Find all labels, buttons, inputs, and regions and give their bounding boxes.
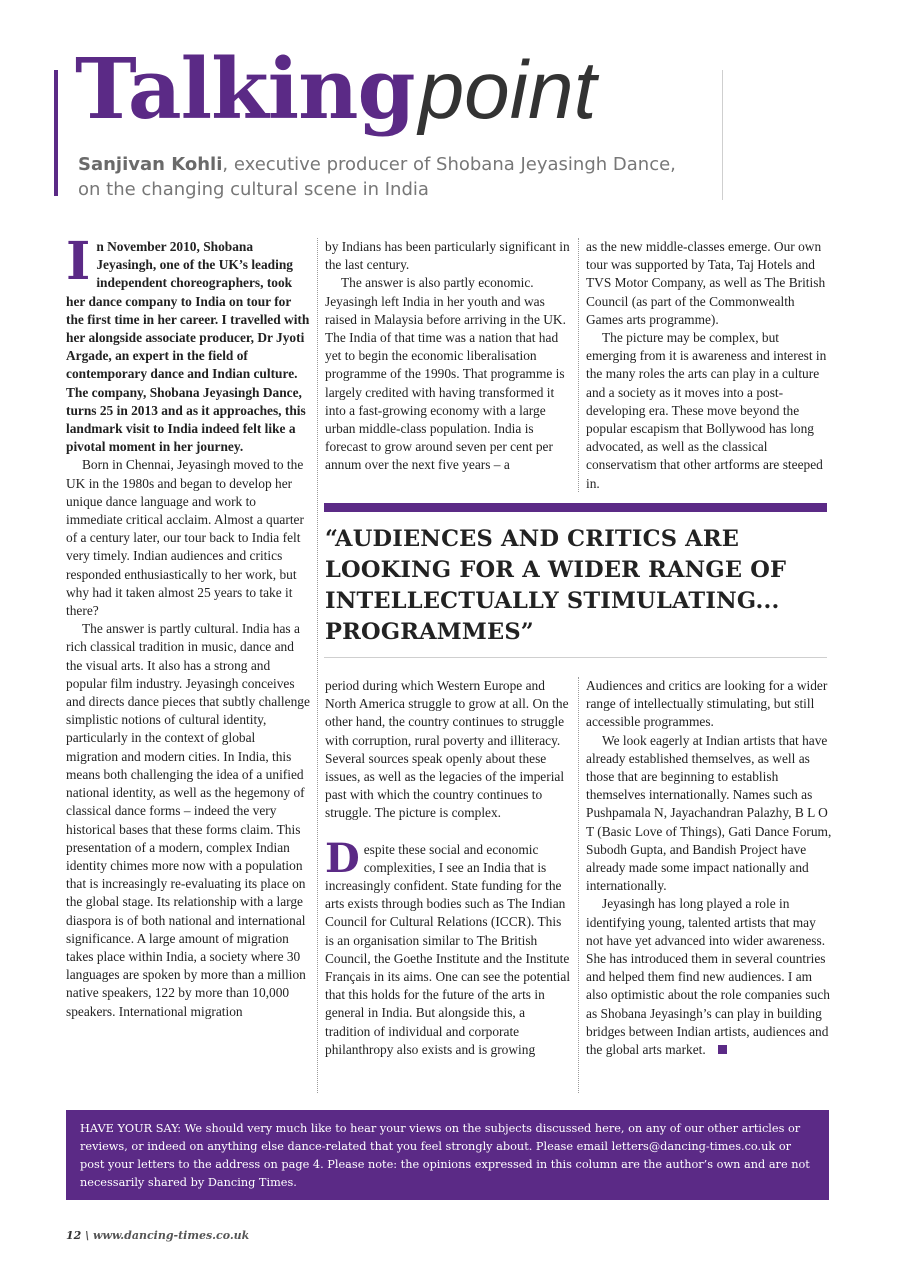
column-divider [578, 677, 579, 1093]
pull-quote-rule [324, 657, 827, 658]
article-column-3-top [586, 238, 832, 493]
article-column-2-top [325, 238, 572, 475]
lead-text: n November 2010, Shobana Jeyasingh, one of the UK’s leading independent choreographers, took her dance company to India on tour for the first time in her career. I travelled with her alongside associate producer, Dr Jyoti Argade, an expert in the field of contemporary dance and Indian culture. The company, Shobana Jeyasingh Dance, turns 25 in 2013 and as it approaches, this landmark visit to India indeed felt like a pivotal moment in her journey. [66, 239, 310, 455]
lead-paragraph [66, 231, 310, 456]
drop-cap: D [325, 834, 360, 882]
article-column-1 [66, 231, 310, 1021]
drop-cap: I [66, 231, 91, 292]
article-paragraph: period during which Western Europe and North America struggle to grow at all. On the other hand, the country continues to struggle with corruption, rural poverty and illiteracy. Several sources speak openly about these issues, as well as the legacies of the imperial past with which the country continues to struggle. The picture is complex. [325, 678, 569, 821]
article-paragraph: The answer is also partly economic. Jeyasingh left India in her youth and was raised in Malaysia before arriving in the UK. The India of that time was a nation that had yet to begin the economic liberalisation programme of the 1990s. That programme is largely credited with having transformed it into a fast-growing economy with a large urban middle-class population. India is forecast to grow around seven per cent per annum over the next five years – a [325, 275, 566, 473]
column-divider [317, 238, 318, 1093]
header-divider [722, 70, 723, 200]
byline-name: Sanjivan Kohli [78, 154, 223, 175]
article-column-2-bottom [325, 677, 572, 1059]
article-paragraph: The answer is partly cultural. India has a rich classical tradition in music, dance and the visual arts. It also has a strong and popular film industry. Jeyasingh conceives and directs dance pieces that subtly challenge simplistic notions of cultural identity, particularly in the context of global migration and modern cities. In India, this means both challenging the idea of a unified national identity, as well as the hegemony of classical dance forms – indeed the very historical bases that these forms claim. This presentation of a modern, complex Indian identity chimes more now with a population that is increasingly re-evaluating its place on the global stage. Its relationship with a large diaspora is of both national and international significance. A large amount of migration takes place within India, a society where 30 languages are spoken by more than a million native speakers, 122 by more than 10,000 speakers. International migration [66, 621, 310, 1019]
section-title [75, 40, 597, 138]
article-paragraph: Audiences and critics are looking for a wider range of intellectually stimulating, but still accessible programmes. [586, 678, 828, 730]
byline [78, 152, 678, 202]
article-paragraph-dropcap [325, 834, 572, 1059]
column-divider [578, 238, 579, 492]
article-paragraph-text: Jeyasingh has long played a role in identifying young, talented artists that may not have yet advanced into wider awareness. She has introduced them in several countries and helped them find new audiences. I am also optimistic about the role companies such as Shobana Jeyasingh’s can play in building bridges between Indian artists, audiences and the global arts market. [586, 896, 830, 1058]
end-mark-icon [718, 1045, 727, 1054]
pull-quote: “AUDIENCES AND CRITICS ARE LOOKING FOR A WIDER RANGE OF INTELLECTUALLY STIMULATING... PROGRAMMES” [325, 526, 787, 645]
article-paragraph: by Indians has been particularly significant in the last century. [325, 239, 570, 273]
page-number: 12 [66, 1229, 82, 1242]
article-paragraph: Born in Chennai, Jeyasingh moved to the UK in the 1980s and began to develop her unique dance language and work to immediate critical acclaim. Almost a quarter of a century later, our tour back to India felt very timely. Indian audiences and critics responded enthusiastically to her work, but why had it taken almost 25 years to take it there? [66, 457, 304, 619]
section-title-bold: Talking [75, 40, 415, 138]
pull-quote-bar [324, 503, 827, 512]
article-paragraph-final [586, 895, 832, 1059]
section-title-italic: point [418, 45, 597, 136]
title-accent-bar [54, 70, 58, 196]
article-paragraph: We look eagerly at Indian artists that have already established themselves, as well as those that are beginning to establish themselves internationally. Names such as Pushpamala N, Jayachandran Palazhy, B L O T (Basic Love of Things), Gati Dance Forum, Subodh Gupta, and Bandish Project have already made some impact nationally and internationally. [586, 732, 832, 894]
article-paragraph-text: espite these social and economic complexities, I see an India that is increasingly confident. State funding for the arts exists through bodies such as The Indian Council for Cultural Relations (ICCR). This is an organisation similar to The British Council, the Goethe Institute and the Institute Français in its aims. One can see the potential that this holds for the future of the arts in general in India. But alongside this, a tradition of individual and corporate philanthropy also exists and is growing [325, 841, 571, 1057]
page-footer [66, 1229, 249, 1242]
footer-url[interactable]: www.dancing-times.co.uk [93, 1229, 250, 1242]
byline-description: , executive producer of Shobana Jeyasingh Dance, on the changing cultural scene in India [78, 154, 676, 200]
article-paragraph: The picture may be complex, but emerging from it is awareness and interest in the many roles the arts can play in a culture and a society as it moves into a post-developing era. These move beyond the popular escapism that Bollywood has long advocated, as well as the classical conservatism that other artforms are steeped in. [586, 330, 827, 491]
have-your-say-box: HAVE YOUR SAY: We should very much like to hear your views on the subjects discussed here, on any of our other articles or reviews, or indeed on anything else dance-related that you feel strongly about. Please email letters@dancing-times.co.uk or post your letters to the address on page 4. Please note: the opinions expressed in this column are the author’s own and are not necessarily shared by Dancing Times. [66, 1110, 829, 1200]
article-paragraph: as the new middle-classes emerge. Our own tour was supported by Tata, Taj Hotels and TVS Motor Company, as well as The British Council (as part of the Commonwealth Games arts programme). [586, 239, 826, 327]
article-column-3-bottom [586, 677, 832, 1059]
footer-separator: \ [81, 1229, 93, 1242]
